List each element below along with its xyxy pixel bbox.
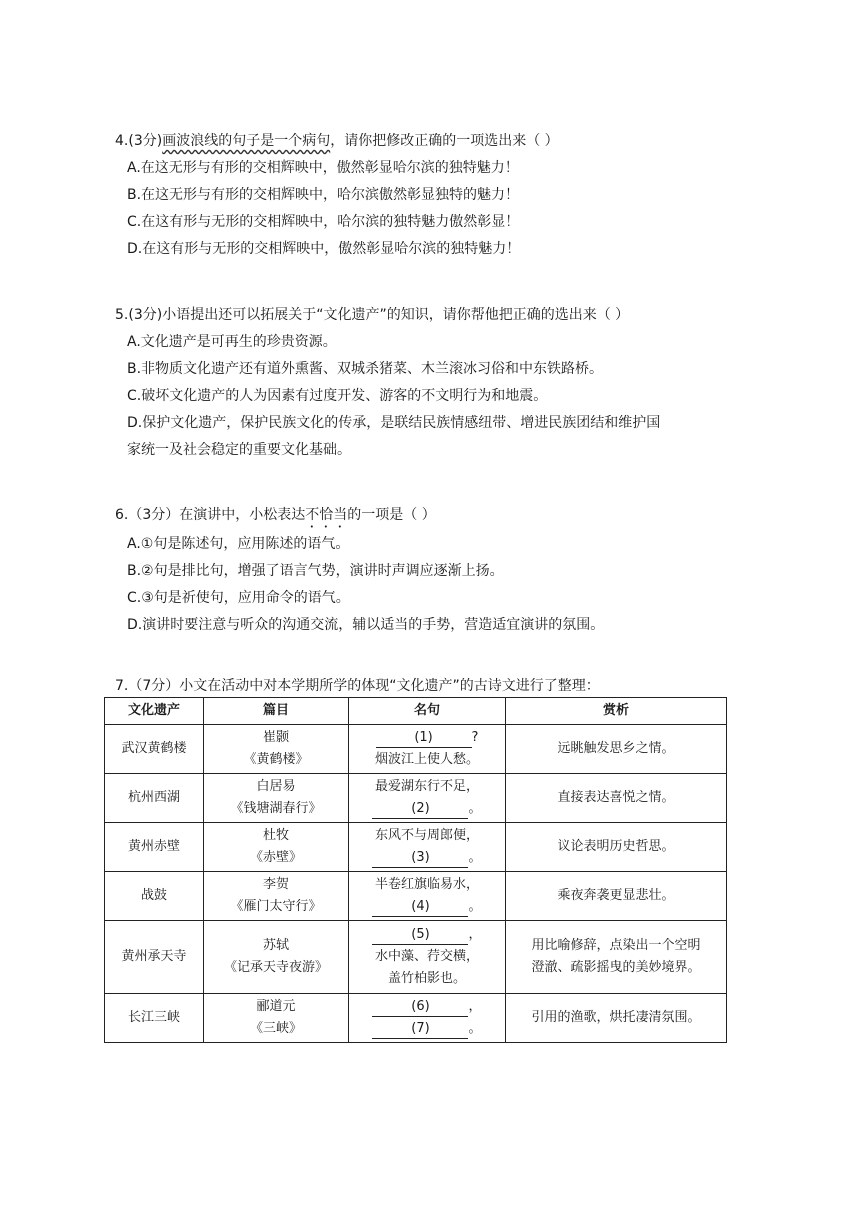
heritage-cell: 武汉黄鹤楼	[105, 725, 204, 774]
punct: 。	[468, 899, 482, 914]
analysis-line: 澄澈、疏影摇曳的美妙境界。	[531, 960, 701, 975]
q6-option-c: C.③句是祈使句，应用命令的语气。	[127, 590, 350, 606]
q6-option-d: D.演讲时要注意与听众的沟通交流，辅以适当的手势，营造适宜演讲的氛围。	[127, 617, 605, 633]
table-row	[105, 725, 727, 774]
answer-blank-7[interactable]: (7)	[372, 1020, 468, 1039]
question-4	[115, 128, 735, 263]
q4-option-b: B.在这无形与有形的交相辉映中，哈尔滨傲然彰显独特的魅力！	[127, 187, 520, 203]
analysis-cell	[506, 921, 727, 994]
work-title: 《三峡》	[249, 1021, 302, 1036]
quote-line: 最爱湖东行不足，	[374, 779, 479, 794]
analysis-cell: 引用的渔歌，烘托凄清氛围。	[506, 994, 727, 1043]
question-5	[115, 302, 735, 464]
table-row	[105, 921, 727, 994]
work-cell	[204, 872, 349, 921]
author: 李贺	[262, 877, 289, 892]
question-7	[115, 676, 735, 696]
quote-line	[353, 996, 501, 1018]
quote-line	[353, 847, 501, 869]
author: 郦道元	[256, 999, 296, 1014]
quote-cell	[349, 994, 506, 1043]
header-heritage: 文化遗产	[105, 698, 204, 725]
answer-blank-1[interactable]: (1)	[376, 729, 472, 748]
heritage-cell: 战鼓	[105, 872, 204, 921]
q5-option-d-continuation: 家统一及社会稳定的重要文化基础。	[127, 442, 351, 458]
q5-option-b: B.非物质文化遗产还有道外熏酱、双城杀猪菜、木兰滚冰习俗和中东铁路桥。	[127, 361, 604, 377]
work-cell	[204, 994, 349, 1043]
author: 苏轼	[262, 938, 289, 953]
punct: ，	[468, 927, 482, 942]
quote-cell	[349, 725, 506, 774]
work-cell	[204, 921, 349, 994]
q5-stem: 5.(3分)小语提出还可以拓展关于“文化遗产”的知识，请你帮他把正确的选出来（ ）	[115, 307, 630, 323]
q7-stem: 7.（7分）小文在活动中对本学期所学的体现“文化遗产”的古诗文进行了整理：	[115, 678, 600, 694]
quote-line: 盖竹柏影也。	[387, 971, 466, 986]
heritage-cell: 黄州赤壁	[105, 823, 204, 872]
quote-line: 东风不与周郎便，	[374, 828, 479, 843]
punct: ，	[468, 999, 482, 1014]
q4-stem-prefix: 4.(3分)	[115, 133, 163, 149]
quote-cell	[349, 872, 506, 921]
answer-blank-3[interactable]: (3)	[372, 849, 468, 868]
header-work: 篇目	[204, 698, 349, 725]
analysis-cell: 远眺触发思乡之情。	[506, 725, 727, 774]
answer-blank-5[interactable]: (5)	[372, 926, 468, 945]
quote-line	[353, 1018, 501, 1040]
heritage-cell: 杭州西湖	[105, 774, 204, 823]
work-title: 《雁门太守行》	[230, 899, 322, 914]
q4-stem-wavy: 画波浪线的句子是一个病句	[162, 133, 331, 149]
q6-option-b: B.②句是排比句，增强了语言气势，演讲时声调应逐渐上扬。	[127, 563, 504, 579]
punct: 。	[468, 1021, 482, 1036]
quote-line	[353, 896, 501, 918]
author: 白居易	[256, 779, 296, 794]
work-title: 《黄鹤楼》	[243, 752, 309, 767]
analysis-cell: 乘夜奔袭更显悲壮。	[506, 872, 727, 921]
q6-stem	[115, 502, 735, 531]
analysis-line: 用比喻修辞，点染出一个空明	[531, 938, 701, 953]
work-title: 《赤壁》	[249, 850, 302, 865]
punct: 。	[468, 850, 482, 865]
q6-option-a: A.①句是陈述句，应用陈述的语气。	[127, 536, 350, 552]
quote-line: 水中藻、荇交横，	[374, 949, 479, 964]
q4-stem-suffix: ，请你把修改正确的一项选出来（ ）	[330, 133, 559, 149]
quote-line	[353, 924, 501, 946]
heritage-cell: 黄州承天寺	[105, 921, 204, 994]
table-header-row	[105, 698, 727, 725]
answer-blank-6[interactable]: (6)	[372, 998, 468, 1017]
question-6	[115, 502, 735, 639]
q4-stem	[115, 128, 735, 155]
work-cell	[204, 823, 349, 872]
heritage-table	[104, 697, 727, 1043]
table-row	[105, 774, 727, 823]
work-title: 《记承天寺夜游》	[223, 960, 328, 975]
table-row	[105, 994, 727, 1043]
q6-stem-emphasis: 不恰当	[305, 507, 348, 523]
q5-option-d: D.保护文化遗产，保护民族文化的传承，是联结民族情感纽带、增进民族团结和维护国	[127, 415, 661, 431]
quote-line	[353, 727, 501, 749]
quote-cell	[349, 823, 506, 872]
punct: ?	[471, 730, 479, 745]
analysis-cell: 直接表达喜悦之情。	[506, 774, 727, 823]
author: 杜牧	[262, 828, 289, 843]
q5-option-c: C.破坏文化遗产的人为因素有过度开发、游客的不文明行为和地震。	[127, 388, 548, 404]
heritage-cell: 长江三峡	[105, 994, 204, 1043]
punct: 。	[468, 801, 482, 816]
table-row	[105, 872, 727, 921]
answer-blank-4[interactable]: (4)	[372, 898, 468, 917]
header-analysis: 赏析	[506, 698, 727, 725]
q4-option-a: A.在这无形与有形的交相辉映中，傲然彰显哈尔滨的独特魅力！	[127, 160, 519, 176]
quote-line	[353, 798, 501, 820]
quote-cell	[349, 774, 506, 823]
analysis-cell: 议论表明历史哲思。	[506, 823, 727, 872]
table-row	[105, 823, 727, 872]
q4-option-d: D.在这有形与无形的交相辉映中，傲然彰显哈尔滨的独特魅力！	[127, 241, 521, 257]
header-quote: 名句	[349, 698, 506, 725]
work-cell	[204, 774, 349, 823]
quote-line: 半卷红旗临易水，	[374, 877, 479, 892]
q4-option-c: C.在这有形与无形的交相辉映中，哈尔滨的独特魅力傲然彰显！	[127, 214, 520, 230]
q6-stem-prefix: 6.（3分）在演讲中，小松表达	[115, 507, 306, 523]
author: 崔颢	[262, 730, 289, 745]
q5-option-a: A.文化遗产是可再生的珍贵资源。	[127, 334, 337, 350]
quote-line: 烟波江上使人愁。	[374, 752, 479, 767]
work-cell	[204, 725, 349, 774]
work-title: 《钱塘湖春行》	[230, 801, 322, 816]
q6-stem-suffix: 的一项是（ ）	[347, 507, 436, 523]
quote-cell	[349, 921, 506, 994]
answer-blank-2[interactable]: (2)	[372, 800, 468, 819]
